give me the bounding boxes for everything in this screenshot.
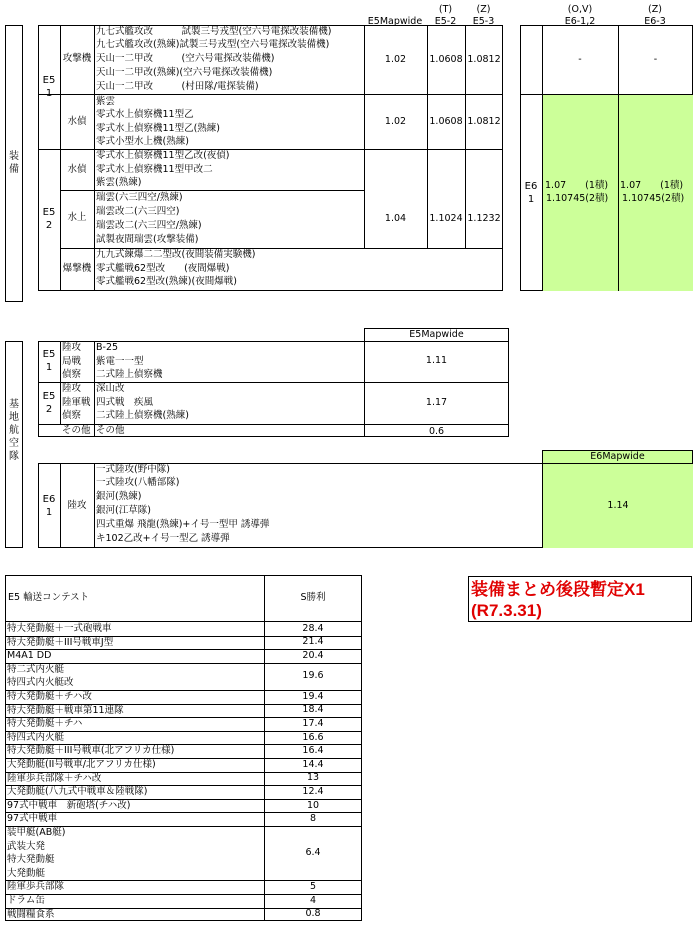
value-e5-3: 1.0812 [467, 54, 501, 65]
base-e6-item: 銀河(熟練) [96, 491, 142, 502]
equipment-item: 瑞雲改二(六三四空) [96, 206, 180, 217]
base-value: 1.11 [425, 355, 448, 366]
transport-item: 特大発動艇＋III号戦車(北アフリカ仕様) [7, 745, 175, 756]
equipment-item: 零式水上偵察機11型乙 [96, 109, 194, 120]
grid-line [5, 621, 362, 622]
category-label: 攻撃機 [62, 53, 92, 64]
category-label: 爆撃機 [62, 263, 92, 274]
value-e5-2: 1.1024 [429, 213, 463, 224]
base-category: 局戦 [62, 356, 82, 367]
transport-item: 97式中戦車 新砲塔(チハ改) [7, 800, 131, 811]
transport-value: 13 [306, 772, 320, 783]
transport-item: 97式中戦車 [7, 813, 58, 824]
equipment-item: 瑞雲改二(六三四空/熟練) [96, 220, 202, 231]
transport-item: 大発動艇(八九式中戦車＆陸戦隊) [7, 786, 148, 797]
equipment-item: 天山一二甲改 (空六号電探改装備機) [96, 53, 275, 64]
header-e6-1-2: E6-1,2 [564, 16, 596, 27]
base-category: その他 [62, 425, 91, 436]
transport-value: 18.4 [302, 704, 324, 715]
grid-line [94, 463, 95, 548]
transport-value: 0.8 [305, 908, 321, 919]
area-e6-1: E6 1 [42, 494, 56, 518]
value-mapwide: 1.04 [384, 213, 407, 224]
equipment-item: 九七式艦攻改 試製三号戎型(空六号電探改装備機) [96, 26, 332, 37]
transport-item: 陸軍歩兵部隊＋チハ改 [7, 773, 102, 784]
transport-item: 特大発動艇＋一式砲戦車 [7, 623, 112, 634]
base-e6-item: 一式陸攻(八幡部隊) [96, 477, 180, 488]
base-value: 1.17 [425, 397, 448, 408]
equipment-item: 零式水上偵察機11型乙(熟練) [96, 123, 221, 134]
transport-item: M4A1 DD [7, 650, 52, 661]
base-e6-item: キ102乙改+イ号一型乙 誘導弾 [96, 533, 230, 544]
area-e5-2: E5 2 [42, 391, 56, 415]
equipment-item: 九九式練爆二二型改(夜間装備実験機) [96, 249, 256, 260]
base-category: 陸軍戦 [62, 397, 91, 408]
note-line-2: (R7.3.31) [471, 601, 542, 620]
equipment-side-label: 装 備 [9, 151, 19, 175]
transport-value: 16.4 [302, 745, 324, 756]
base-item: 二式陸上偵察機(熟練) [96, 410, 189, 421]
header-t-mark: (T) [438, 4, 453, 15]
transport-value: 6.4 [305, 847, 321, 858]
header-e5-2: E5-2 [434, 16, 457, 27]
value-e5-3: 1.0812 [467, 116, 501, 127]
value-mapwide: 1.02 [384, 116, 407, 127]
base-e6-category: 陸攻 [67, 500, 87, 511]
transport-item: 装甲艇(AB艇) [7, 827, 66, 838]
e6-1-2-value-2: 1.10745(2積) [546, 193, 609, 204]
equipment-item: 零式水上偵察機11型甲改二 [96, 164, 213, 175]
equipment-item: 零式小型水上機(熟練) [96, 136, 189, 147]
transport-value: 5 [309, 881, 317, 892]
value-e5-2: 1.0608 [429, 116, 463, 127]
base-side-label: 基 地 航 空 隊 [9, 399, 19, 462]
equipment-item: 天山一二甲改 (村田隊/電探装備) [96, 81, 259, 92]
transport-item: 特大発動艇＋チハ [7, 718, 83, 729]
e6-3-value-1: 1.07 (1積) [620, 180, 684, 191]
transport-item: 大発動艇 [7, 868, 46, 879]
value-e5-3: 1.1232 [467, 213, 501, 224]
header-ov-mark: (O,V) [567, 4, 593, 15]
area-e6-1: E6 1 [524, 181, 538, 205]
category-label: 水偵 [67, 116, 87, 127]
transport-item: 大発動艇(II号戦車/北アフリカ仕様) [7, 759, 156, 770]
transport-item: 特大発動艇＋戦車第11連隊 [7, 705, 124, 716]
transport-item: ドラム缶 [7, 895, 45, 906]
equipment-item: 九七式艦攻改(熟練)試製三号戎型(空六号電探改装備機) [96, 39, 330, 50]
equipment-item: 紫雲 [96, 96, 116, 107]
base-e5-header: E5Mapwide [409, 329, 464, 340]
transport-value: 10 [306, 800, 320, 811]
category-label: 水上 [67, 212, 87, 223]
header-e5-3: E5-3 [472, 16, 495, 27]
transport-item: 武装大発 [7, 841, 46, 852]
base-category: 陸攻 [62, 342, 82, 353]
value-mapwide: 1.02 [384, 54, 407, 65]
transport-value: 28.4 [302, 623, 324, 634]
transport-item: 特四式内火艇改 [7, 677, 74, 688]
base-e6-item: 一式陸攻(野中隊) [96, 464, 170, 475]
transport-value: 12.4 [302, 786, 324, 797]
header-mapwide: E5Mapwide [367, 16, 423, 27]
equipment-item: 天山一二甲改(熟練)(空六号電探改装備機) [96, 67, 273, 78]
transport-value: 16.6 [302, 732, 324, 743]
area-e5-1: E5 1 [42, 349, 56, 373]
equipment-item: 試製夜間瑞雲(攻撃装備) [96, 234, 199, 245]
base-category: 偵察 [62, 410, 82, 421]
base-e6-header: E6Mapwide [590, 451, 645, 462]
equipment-item: 瑞雲(六三四空/熟練) [96, 192, 183, 203]
base-item: その他 [96, 425, 125, 436]
transport-item: 特大発動艇＋III号戦車J型 [7, 637, 114, 648]
base-item: B-25 [96, 342, 119, 353]
base-e6-value: 1.14 [607, 500, 629, 511]
base-item: 四式戦 疾風 [96, 397, 154, 408]
grid-line [38, 94, 503, 95]
base-item: 二式陸上偵察機 [96, 369, 163, 380]
transport-item: 特大発動艇＋チハ改 [7, 691, 92, 702]
note-line-1: 装備まとめ後段暫定X1 [471, 580, 645, 599]
grid-line [60, 190, 365, 191]
transport-item: 特四式内火艇 [7, 732, 65, 743]
grid-line [94, 341, 95, 437]
base-e6-item: 四式重爆 飛龍(熟練)+イ号一型甲 誘導弾 [96, 519, 270, 530]
transport-item: 陸軍歩兵部隊 [7, 881, 65, 892]
base-value: 0.6 [428, 426, 445, 437]
grid-line [94, 25, 95, 291]
transport-value: 19.6 [302, 670, 324, 681]
e6-1-2-value-1: 1.07 (1積) [545, 180, 609, 191]
equipment-item: 零式艦戦62型改 (夜間爆戦) [96, 263, 230, 274]
transport-item: 特二式内火艇 [7, 664, 65, 675]
e6-3-value-2: 1.10745(2積) [622, 193, 685, 204]
header-e6-3: E6-3 [644, 16, 666, 27]
transport-value: 21.4 [302, 636, 324, 647]
transport-value: 17.4 [302, 718, 324, 729]
transport-column-header: S勝利 [300, 592, 326, 603]
e6-1-2-dash: - [578, 54, 582, 65]
base-item: 深山改 [96, 383, 125, 394]
equipment-item: 零式水上偵察機11型乙改(夜偵) [96, 150, 230, 161]
base-category: 偵察 [62, 369, 82, 380]
equipment-item: 紫雲(熟練) [96, 177, 142, 188]
transport-item: 戦闘糧食系 [7, 909, 55, 920]
e6-3-dash: - [653, 54, 658, 65]
base-category: 陸攻 [62, 383, 82, 394]
area-e5-2: E5 2 [42, 207, 56, 231]
equipment-item: 零式艦戦62型改(熟練)(夜間爆戦) [96, 276, 237, 287]
transport-title: E5 輸送コンテスト [8, 592, 90, 603]
value-e5-2: 1.0608 [429, 54, 463, 65]
header-z-mark-2: (Z) [648, 4, 662, 15]
transport-value: 4 [309, 895, 317, 906]
transport-item: 特大発動艇 [7, 854, 55, 865]
transport-value: 14.4 [302, 759, 324, 770]
transport-value: 19.4 [302, 691, 324, 702]
base-e6-item: 銀河(江草隊) [96, 505, 151, 516]
header-z-mark: (Z) [476, 4, 491, 15]
transport-value: 20.4 [302, 650, 324, 661]
category-label: 水偵 [67, 164, 87, 175]
area-e5-1: E5 1 [42, 75, 56, 99]
transport-value: 8 [309, 813, 317, 824]
base-item: 紫電一一型 [96, 356, 144, 367]
